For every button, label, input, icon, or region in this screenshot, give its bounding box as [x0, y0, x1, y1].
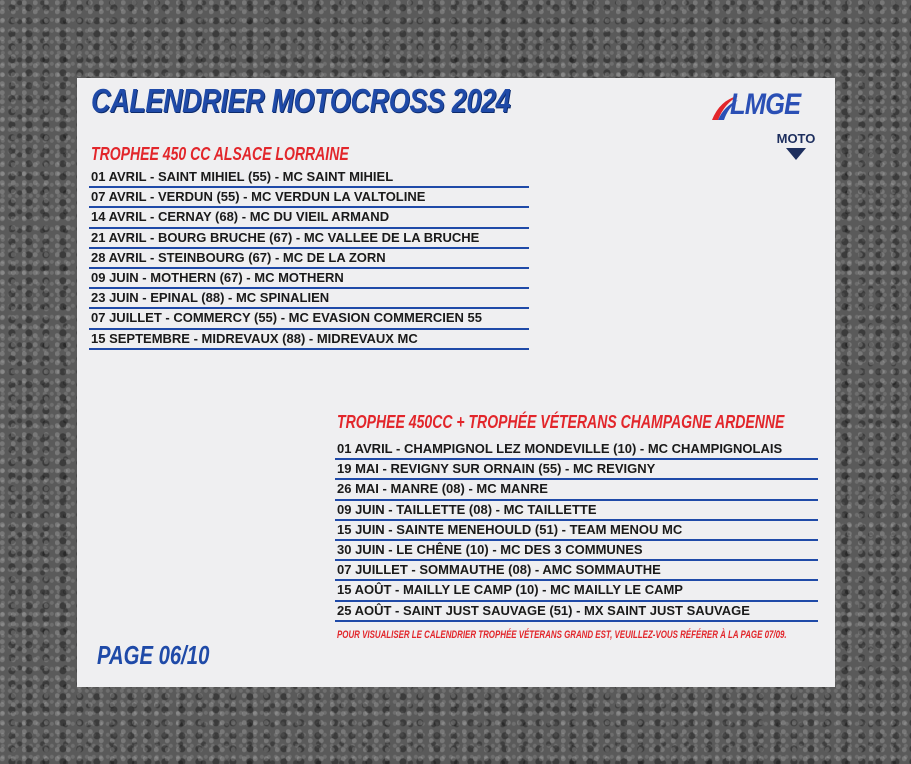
- page-title: CALENDRIER MOTOCROSS 2024: [91, 82, 511, 119]
- event-row: 21 AVRIL - BOURG BRUCHE (67) - MC VALLEE DE LA BRUCHE: [89, 229, 529, 249]
- event-row: 23 JUIN - EPINAL (88) - MC SPINALIEN: [89, 289, 529, 309]
- event-row: 07 JUILLET - SOMMAUTHE (08) - AMC SOMMAUTHE: [335, 561, 818, 581]
- event-row: 30 JUIN - LE CHÊNE (10) - MC DES 3 COMMUNES: [335, 541, 818, 561]
- event-row: 01 AVRIL - SAINT MIHIEL (55) - MC SAINT MIHIEL: [89, 168, 529, 188]
- section1-event-list: [89, 168, 529, 350]
- event-row: 15 JUIN - SAINTE MENEHOULD (51) - TEAM MENOU MC: [335, 521, 818, 541]
- event-row: 15 SEPTEMBRE - MIDREVAUX (88) - MIDREVAUX MC: [89, 330, 529, 350]
- ffm-badge: [772, 132, 820, 168]
- footnote: POUR VISUALISER LE CALENDRIER TROPHÉE VÉTERANS GRAND EST, VEUILLEZ-VOUS RÉFÉRER À LA PAGE 07/09.: [337, 629, 787, 641]
- logo-text: LMGE: [730, 88, 801, 121]
- event-row: 01 AVRIL - CHAMPIGNOL LEZ MONDEVILLE (10) - MC CHAMPIGNOLAIS: [335, 440, 818, 460]
- event-row: 26 MAI - MANRE (08) - MC MANRE: [335, 480, 818, 500]
- event-row: 15 AOÛT - MAILLY LE CAMP (10) - MC MAILLY LE CAMP: [335, 581, 818, 601]
- event-row: 09 JUIN - MOTHERN (67) - MC MOTHERN: [89, 269, 529, 289]
- event-row: 19 MAI - REVIGNY SUR ORNAIN (55) - MC REVIGNY: [335, 460, 818, 480]
- event-row: 14 AVRIL - CERNAY (68) - MC DU VIEIL ARMAND: [89, 208, 529, 228]
- section1-title: TROPHEE 450 CC ALSACE LORRAINE: [91, 144, 349, 164]
- section2-event-list: [335, 440, 818, 622]
- badge-text: MOTO: [776, 131, 816, 146]
- event-row: 07 AVRIL - VERDUN (55) - MC VERDUN LA VALTOLINE: [89, 188, 529, 208]
- calendar-panel: [77, 78, 835, 687]
- lmge-logo: [710, 86, 822, 126]
- badge-shield-icon: [786, 148, 806, 160]
- page-number: PAGE 06/10: [97, 640, 210, 670]
- event-row: 09 JUIN - TAILLETTE (08) - MC TAILLETTE: [335, 501, 818, 521]
- section2-title: TROPHEE 450CC + TROPHÉE VÉTERANS CHAMPAGNE ARDENNE: [337, 412, 785, 432]
- event-row: 25 AOÛT - SAINT JUST SAUVAGE (51) - MX SAINT JUST SAUVAGE: [335, 602, 818, 622]
- event-row: 07 JUILLET - COMMERCY (55) - MC EVASION COMMERCIEN 55: [89, 309, 529, 329]
- event-row: 28 AVRIL - STEINBOURG (67) - MC DE LA ZORN: [89, 249, 529, 269]
